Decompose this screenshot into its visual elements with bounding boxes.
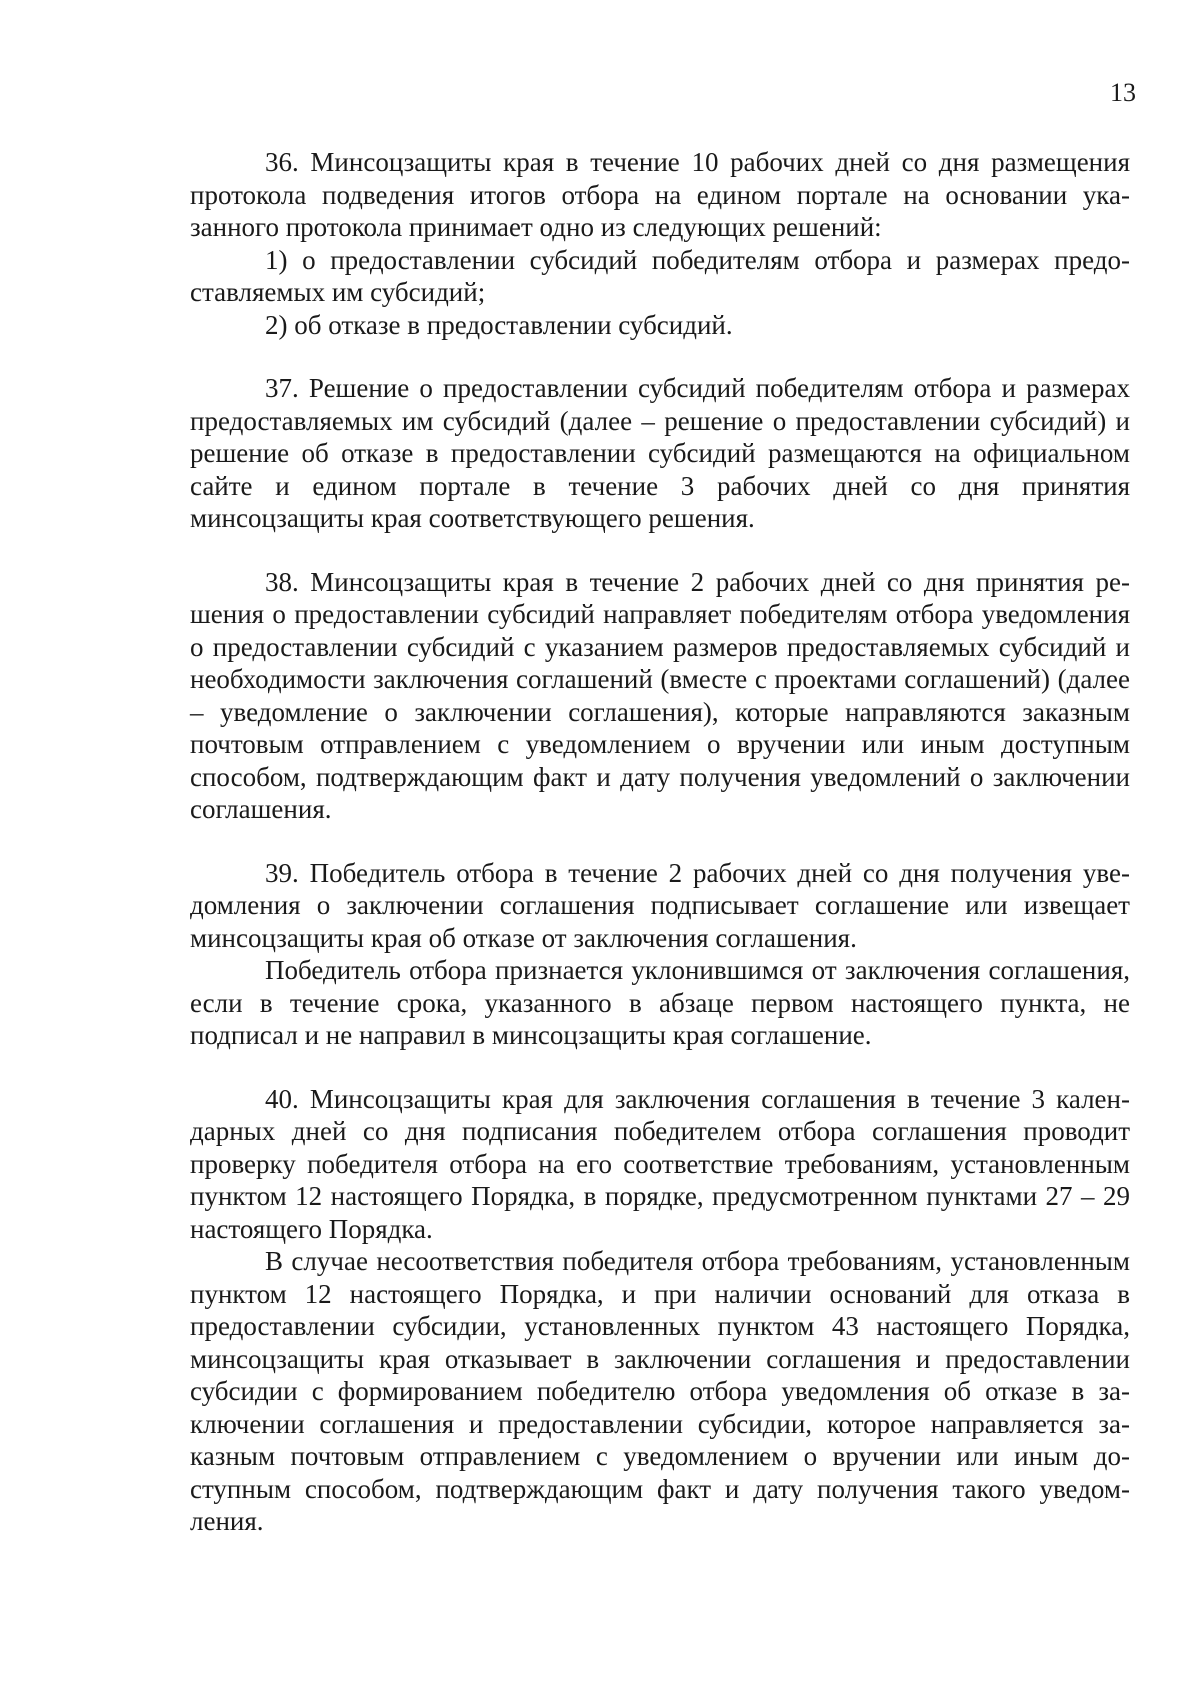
- paragraph-36-item-1: 1) о предоставлении субсидий победителям отбора и размерах предоставляемых им субсидий;: [190, 244, 1130, 307]
- paragraph-37: 37. Решение о предоставлении субсидий победителям отбора и размерах предоставляемых им субсидий (далее – решение о предоставлении субсидий) и решение об отказе в предоставлении субсидий размещаются на официальном сайте и едином портале в течение 3 рабочих дней со дня принятия минсоцзащиты края соответствующего решения.: [190, 373, 1130, 533]
- paragraph-38: 38. Минсоцзащиты края в течение 2 рабочих дней со дня принятия решения о предоставлении субсидий направляет победителям отбора уведомления о предоставлении субсидий с указанием размеров предоставляемых субсидий и необходимости заключения соглашений (вместе с проектами соглашений) (далее – уведомление о заключении соглашения), которые направляются заказным почтовым отправлением с уведомлением о вручении или иным доступным способом, подтверждающим факт и дату получения уведомлений о заключении соглашения.: [190, 566, 1130, 824]
- paragraph-36: 36. Минсоцзащиты края в течение 10 рабочих дней со дня размещения протокола подведения итогов отбора на едином портале на основании указанного протокола принимает одно из следующих решений:: [190, 147, 1130, 242]
- paragraph-36-item-2: 2) об отказе в предоставлении субсидий.: [265, 309, 733, 340]
- paragraph-40: 40. Минсоцзащиты края для заключения соглашения в течение 3 календарных дней со дня подписания победителем отбора соглашения проводит проверку победителя отбора на его соответствие требованиям, установленным пунктом 12 настоящего Порядка, в порядке, предусмотренном пунктами 27 – 29 настоящего Порядка.: [190, 1083, 1130, 1244]
- paragraph-39: 39. Победитель отбора в течение 2 рабочих дней со дня получения уведомления о заключении соглашения подписывает соглашение или извещает минсоцзащиты края об отказе от заключения соглашения.: [190, 857, 1130, 953]
- paragraph-40-part-2: В случае несоответствия победителя отбора требованиям, установленным пунктом 12 настоящего Порядка, и при наличии оснований для отказа в предоставлении субсидии, установленных пунктом 43 настоящего Порядка, минсоцзащиты края отказывает в заключении соглашения и предоставлении субсидии с формированием победителю отбора уведомления об отказе в заключении соглашения и предоставлении субсидии, которое направляется заказным почтовым отправлением с уведомлением о вручении или иным доступным способом, подтверждающим факт и дату получения такого уведомления.: [190, 1246, 1130, 1536]
- paragraph-39-part-2: Победитель отбора признается уклонившимся от заключения соглашения, если в течение срока, указанного в абзаце первом настоящего пункта, не подписал и не направил в минсоцзащиты края соглашение.: [190, 955, 1130, 1050]
- document-body: [190, 146, 1130, 1538]
- page-number: 13: [1110, 78, 1136, 107]
